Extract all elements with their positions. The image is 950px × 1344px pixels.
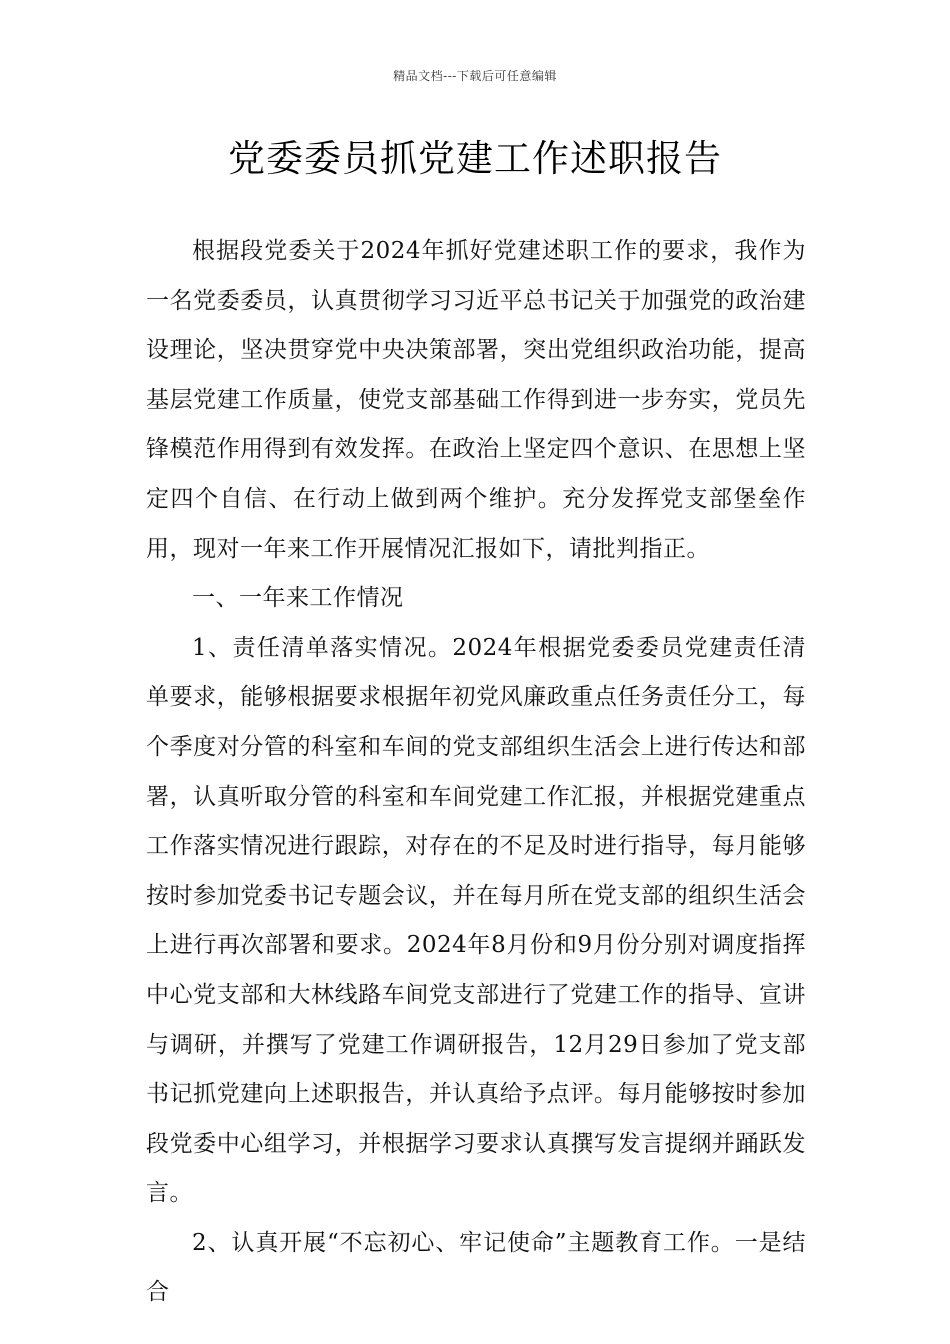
paragraph-intro: 根据段党委关于2024年抓好党建述职工作的要求，我作为一名党委委员，认真贯彻学习习近平总书记关于加强党的政治建设理论，坚决贯穿党中央决策部署，突出党组织政治功能，提高基层党建工作质量，使党支部基础工作得到进一步夯实，党员先锋模范作用得到有效发挥。在政治上坚定四个意识、在思想上坚定四个自信、在行动上做到两个维护。充分发挥党支部堡垒作用，现对一年来工作开展情况汇报如下，请批判指正。 bbox=[146, 238, 806, 562]
document-title: 党委委员抓党建工作述职报告 bbox=[228, 137, 722, 180]
section-heading: 一、一年来工作情况 bbox=[192, 585, 404, 612]
page-header: 精品文档---下载后可任意编辑 bbox=[393, 69, 557, 83]
paragraph-item-1: 1、责任清单落实情况。2024年根据党委委员党建责任清单要求，能够根据要求根据年初党风廉政重点任务责任分工，每个季度对分管的科室和车间的党支部组织生活会上进行传达和部署，认真听取分管的科室和车间党建工作汇报，并根据党建重点工作落实情况进行跟踪，对存在的不足及时进行指导，每月能够按时参加党委书记专题会议，并在每月所在党支部的组织生活会上进行再次部署和要求。2024年8月份和9月份分别对调度指挥中心党支部和大林线路车间党支部进行了党建工作的指导、宣讲与调研，并撰写了党建工作调研报告，12月29日参加了党支部书记抓党建向上述职报告，并认真给予点评。每月能够按时参加段党委中心组学习，并根据学习要求认真撰写发言提纲并踊跃发言。 bbox=[146, 634, 806, 1207]
document-body bbox=[146, 227, 806, 1318]
paragraph-item-2: 2、认真开展“不忘初心、牢记使命”主题教育工作。一是结合 bbox=[146, 1229, 806, 1306]
